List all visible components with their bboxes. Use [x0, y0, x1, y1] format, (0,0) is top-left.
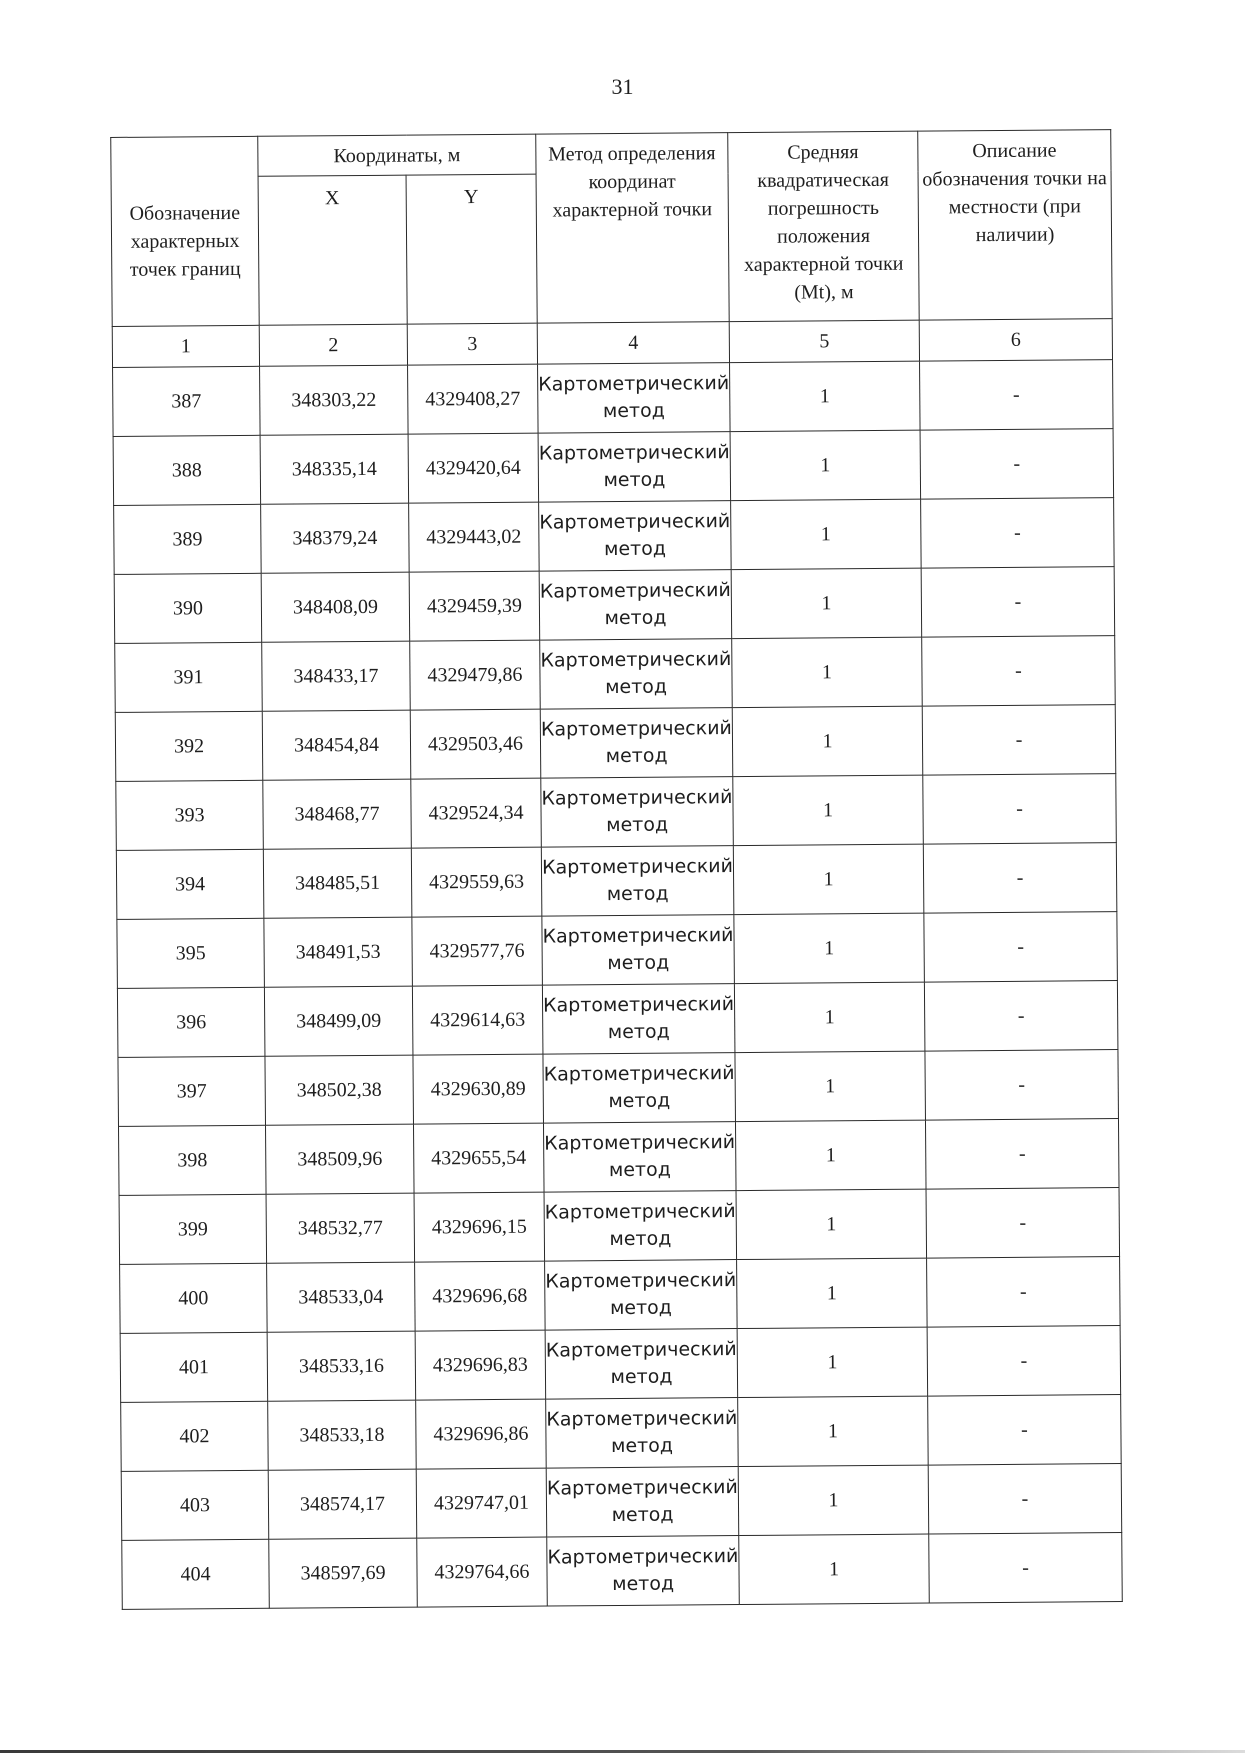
cell-description: -: [924, 981, 1118, 1052]
cell-description: -: [923, 774, 1117, 845]
cell-x-coordinate: 348532,77: [266, 1193, 415, 1263]
table-row: [114, 498, 1115, 575]
column-number: 2: [259, 324, 407, 366]
table-row: [116, 843, 1117, 920]
header-mean-square-error: Средняя квадратическая погрешность положения характерной точки (Mt), м: [728, 131, 919, 321]
table-row: [114, 567, 1115, 644]
cell-method: Картометрический метод: [539, 570, 732, 641]
table-row: [121, 1464, 1122, 1541]
cell-x-coordinate: 348491,53: [264, 917, 413, 987]
cell-point-number: 391: [115, 642, 263, 712]
table-row: [117, 912, 1118, 989]
cell-point-number: 393: [116, 780, 264, 850]
cell-y-coordinate: 4329614,63: [412, 985, 543, 1055]
cell-point-number: 395: [117, 918, 265, 988]
cell-error: 1: [730, 361, 921, 431]
cell-method: Картометрический метод: [538, 432, 731, 503]
cell-x-coordinate: 348454,84: [262, 710, 411, 780]
cell-x-coordinate: 348597,69: [269, 1538, 418, 1608]
cell-method: Картометрический метод: [544, 1122, 737, 1193]
column-number: 3: [407, 323, 537, 365]
table-row: [113, 429, 1114, 506]
cell-method: Картометрический метод: [545, 1329, 738, 1400]
cell-x-coordinate: 348533,16: [267, 1331, 416, 1401]
cell-method: Картометрический метод: [547, 1536, 740, 1607]
table-row: [120, 1326, 1121, 1403]
cell-error: 1: [730, 430, 921, 500]
cell-x-coordinate: 348502,38: [265, 1055, 414, 1125]
cell-point-number: 389: [114, 504, 262, 574]
cell-method: Картометрический метод: [543, 1053, 736, 1124]
cell-y-coordinate: 4329443,02: [409, 502, 540, 572]
cell-error: 1: [735, 1051, 926, 1121]
cell-error: 1: [739, 1534, 930, 1604]
cell-error: 1: [738, 1465, 929, 1535]
cell-method: Картометрический метод: [546, 1467, 739, 1538]
cell-method: Картометрический метод: [539, 501, 732, 572]
cell-x-coordinate: 348499,09: [264, 986, 413, 1056]
cell-point-number: 392: [115, 711, 263, 781]
header-y: Y: [406, 174, 537, 324]
cell-description: -: [928, 1395, 1122, 1466]
cell-method: Картометрический метод: [544, 1191, 737, 1262]
table-row: [116, 774, 1117, 851]
cell-description: -: [923, 843, 1117, 914]
cell-description: -: [928, 1464, 1122, 1535]
cell-point-number: 404: [122, 1539, 270, 1609]
cell-error: 1: [732, 706, 923, 776]
column-number: 5: [729, 320, 919, 362]
cell-point-number: 401: [120, 1332, 268, 1402]
cell-description: -: [929, 1533, 1123, 1604]
cell-method: Картометрический метод: [538, 363, 731, 434]
cell-method: Картометрический метод: [542, 915, 735, 986]
cell-method: Картометрический метод: [542, 984, 735, 1055]
cell-point-number: 387: [113, 366, 261, 436]
cell-x-coordinate: 348433,17: [262, 641, 411, 711]
cell-x-coordinate: 348533,18: [268, 1400, 417, 1470]
cell-description: -: [924, 912, 1118, 983]
cell-x-coordinate: 348468,77: [263, 779, 412, 849]
cell-y-coordinate: 4329559,63: [411, 847, 542, 917]
table-row: [118, 1050, 1119, 1127]
boundary-points-table: [110, 129, 1123, 1610]
cell-error: 1: [734, 982, 925, 1052]
cell-error: 1: [732, 637, 923, 707]
cell-description: -: [927, 1257, 1121, 1328]
cell-point-number: 400: [120, 1263, 268, 1333]
header-coordinates: Координаты, м: [258, 134, 536, 176]
table-row: [115, 705, 1116, 782]
table-body: [113, 360, 1123, 1610]
cell-description: -: [925, 1119, 1119, 1190]
column-number: 1: [112, 325, 259, 367]
header-point-designation: Обозначение характерных точек границ: [111, 136, 259, 326]
cell-y-coordinate: 4329459,39: [409, 571, 540, 641]
table-row: [120, 1257, 1121, 1334]
scan-edge-line: [0, 1750, 1245, 1753]
cell-description: -: [920, 360, 1114, 431]
cell-method: Картометрический метод: [541, 846, 734, 917]
cell-description: -: [922, 705, 1116, 776]
cell-y-coordinate: 4329747,01: [416, 1468, 547, 1538]
table-row: [117, 981, 1118, 1058]
table-row: [115, 636, 1116, 713]
cell-error: 1: [731, 499, 922, 569]
cell-point-number: 396: [117, 987, 265, 1057]
cell-description: -: [927, 1326, 1121, 1397]
cell-x-coordinate: 348574,17: [268, 1469, 417, 1539]
cell-y-coordinate: 4329420,64: [408, 433, 539, 503]
cell-y-coordinate: 4329696,83: [415, 1330, 546, 1400]
cell-description: -: [921, 567, 1115, 638]
table-row: [119, 1188, 1120, 1265]
cell-point-number: 397: [118, 1056, 266, 1126]
boundary-points-table-wrapper: [110, 129, 1122, 1610]
cell-point-number: 402: [121, 1401, 269, 1471]
header-x: X: [258, 175, 407, 325]
cell-point-number: 394: [116, 849, 264, 919]
table-row: [121, 1395, 1122, 1472]
page-number: 31: [611, 74, 634, 99]
cell-description: -: [922, 636, 1116, 707]
cell-y-coordinate: 4329696,15: [414, 1192, 545, 1262]
cell-method: Картометрический метод: [546, 1398, 739, 1469]
cell-x-coordinate: 348485,51: [263, 848, 412, 918]
cell-point-number: 388: [113, 435, 261, 505]
cell-x-coordinate: 348533,04: [267, 1262, 416, 1332]
cell-y-coordinate: 4329696,68: [415, 1261, 546, 1331]
cell-x-coordinate: 348303,22: [260, 365, 409, 435]
cell-method: Картометрический метод: [540, 708, 733, 779]
cell-y-coordinate: 4329630,89: [413, 1054, 544, 1124]
cell-method: Картометрический метод: [541, 777, 734, 848]
cell-error: 1: [737, 1327, 928, 1397]
cell-x-coordinate: 348509,96: [265, 1124, 414, 1194]
cell-error: 1: [736, 1189, 927, 1259]
cell-y-coordinate: 4329524,34: [411, 778, 542, 848]
cell-description: -: [926, 1188, 1120, 1259]
cell-y-coordinate: 4329503,46: [410, 709, 541, 779]
table-row: [113, 360, 1114, 437]
cell-error: 1: [738, 1396, 929, 1466]
column-number: 6: [919, 319, 1112, 362]
header-method: Метод определения координат характерной точки: [536, 133, 729, 324]
table-row: [119, 1119, 1120, 1196]
cell-method: Картометрический метод: [545, 1260, 738, 1331]
column-number: 4: [537, 322, 729, 365]
table-row: [122, 1533, 1123, 1610]
cell-x-coordinate: 348408,09: [261, 572, 410, 642]
cell-point-number: 403: [121, 1470, 269, 1540]
cell-description: -: [925, 1050, 1119, 1121]
cell-y-coordinate: 4329655,54: [413, 1123, 544, 1193]
cell-error: 1: [731, 568, 922, 638]
cell-y-coordinate: 4329577,76: [412, 916, 543, 986]
cell-method: Картометрический метод: [540, 639, 733, 710]
cell-error: 1: [737, 1258, 928, 1328]
cell-description: -: [921, 498, 1115, 569]
cell-y-coordinate: 4329479,86: [410, 640, 541, 710]
cell-description: -: [920, 429, 1114, 500]
cell-y-coordinate: 4329764,66: [417, 1537, 548, 1607]
header-point-description: Описание обозначения точки на местности (при наличии): [918, 130, 1112, 321]
cell-error: 1: [734, 913, 925, 983]
cell-x-coordinate: 348379,24: [261, 503, 410, 573]
cell-error: 1: [733, 775, 924, 845]
cell-point-number: 399: [119, 1194, 267, 1264]
cell-point-number: 390: [114, 573, 262, 643]
cell-error: 1: [733, 844, 924, 914]
cell-point-number: 398: [119, 1125, 267, 1195]
cell-x-coordinate: 348335,14: [260, 434, 409, 504]
cell-y-coordinate: 4329696,86: [416, 1399, 547, 1469]
cell-error: 1: [735, 1120, 926, 1190]
cell-y-coordinate: 4329408,27: [408, 364, 539, 434]
